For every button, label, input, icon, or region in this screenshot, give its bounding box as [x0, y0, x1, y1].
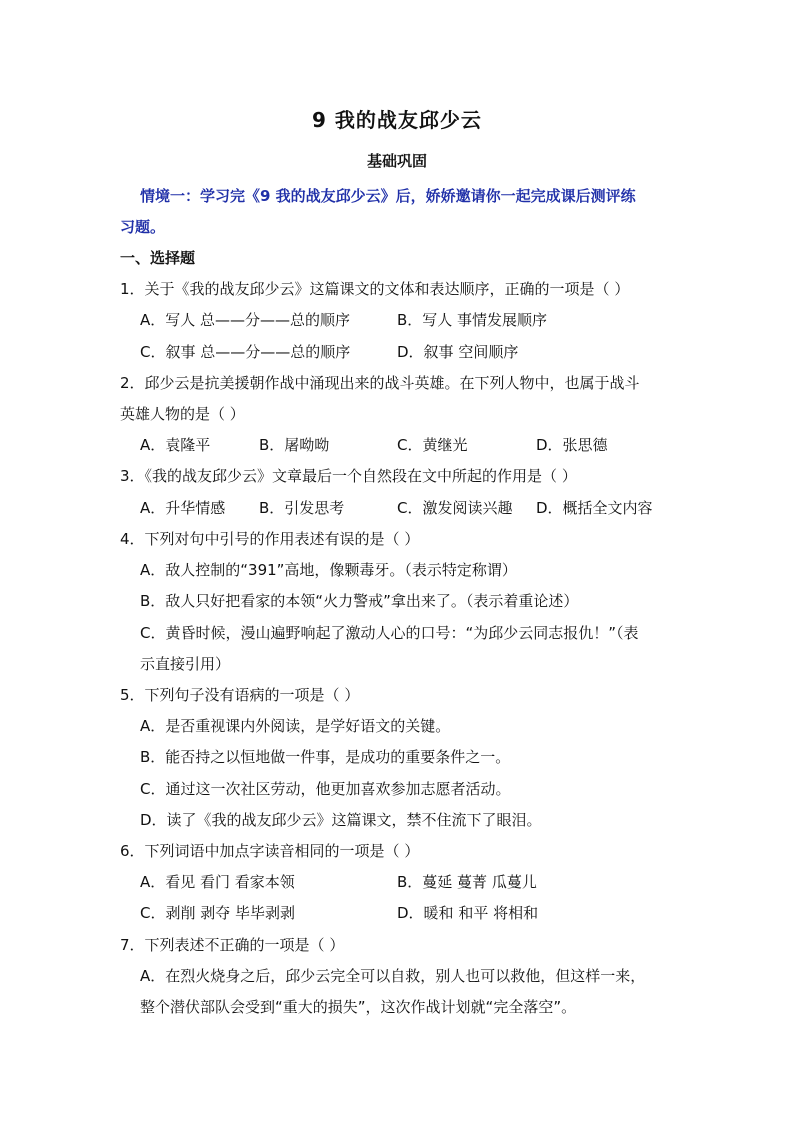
question-6-option-a: A．看见 看门 看家本领 [140, 873, 295, 891]
question-6-option-d: D．暖和 和平 将相和 [397, 904, 539, 922]
section-subtitle: 基础巩固 [366, 152, 427, 170]
context-line-1: 情境一：学习完《9 我的战友邱少云》后，娇娇邀请你一起完成课后测评练 [140, 187, 636, 205]
question-6-option-c: C．剥削 剥夺 毕毕剥剥 [140, 904, 296, 922]
page-title: 9 我的战友邱少云 [312, 108, 482, 132]
question-5-option-d: D．读了《我的战友邱少云》这篇课文，禁不住流下了眼泪。 [140, 811, 542, 829]
question-5-option-a: A．是否重视课内外阅读，是学好语文的关键。 [140, 717, 451, 735]
question-2-option-c: C．黄继光 [397, 436, 468, 454]
question-2-option-b: B．屠呦呦 [259, 436, 330, 454]
question-1-option-a: A．写人 总——分——总的顺序 [140, 311, 351, 329]
question-2-option-a: A．袁隆平 [140, 436, 211, 454]
section-heading: 一、选择题 [120, 249, 196, 267]
question-1-option-d: D．叙事 空间顺序 [397, 343, 519, 361]
question-5-option-b: B．能否持之以恒地做一件事，是成功的重要条件之一。 [140, 748, 511, 766]
question-2-stem-line-2: 英雄人物的是（ ） [120, 405, 245, 423]
context-line-2: 习题。 [120, 218, 166, 236]
question-1-option-c: C．叙事 总——分——总的顺序 [140, 343, 351, 361]
question-3-stem: 3．《我的战友邱少云》文章最后一个自然段在文中所起的作用是（ ） [120, 467, 577, 485]
question-6-stem: 6．下列词语中加点字读音相同的一项是（ ） [120, 842, 420, 860]
question-3-option-a: A．升华情感 [140, 499, 226, 517]
question-4-stem: 4．下列对句中引号的作用表述有误的是（ ） [120, 530, 420, 548]
question-5-stem: 5．下列句子没有语病的一项是（ ） [120, 686, 360, 704]
question-7-stem: 7．下列表述不正确的一项是（ ） [120, 936, 345, 954]
question-7-option-a-line-2: 整个潜伏部队会受到“重大的损失”，这次作战计划就“完全落空”。 [140, 998, 577, 1016]
question-2-option-d: D．张思德 [536, 436, 608, 454]
question-3-option-d: D．概括全文内容 [536, 499, 653, 517]
question-5-option-c: C．通过这一次社区劳动，他更加喜欢参加志愿者活动。 [140, 780, 511, 798]
question-1-option-b: B．写人 事情发展顺序 [397, 311, 548, 329]
question-7-option-a-line-1: A．在烈火烧身之后，邱少云完全可以自救，别人也可以救他，但这样一来， [140, 967, 646, 985]
question-1-stem: 1．关于《我的战友邱少云》这篇课文的文体和表达顺序，正确的一项是（ ） [120, 280, 630, 298]
question-4-option-c-line-2: 示直接引用） [140, 655, 231, 673]
question-3-option-c: C．激发阅读兴趣 [397, 499, 513, 517]
question-4-option-c-line-1: C．黄昏时候，漫山遍野响起了激动人心的口号：“为邱少云同志报仇！”（表 [140, 624, 639, 642]
question-4-option-a: A．敌人控制的“391”高地，像颗毒牙。（表示特定称谓） [140, 561, 517, 579]
question-2-stem-line-1: 2．邱少云是抗美援朝作战中涌现出来的战斗英雄。在下列人物中，也属于战斗 [120, 374, 640, 392]
question-6-option-b: B．蔓延 蔓菁 瓜蔓儿 [397, 873, 537, 891]
question-4-option-b: B．敌人只好把看家的本领“火力警戒”拿出来了。（表示着重论述） [140, 592, 579, 610]
question-3-option-b: B．引发思考 [259, 499, 345, 517]
